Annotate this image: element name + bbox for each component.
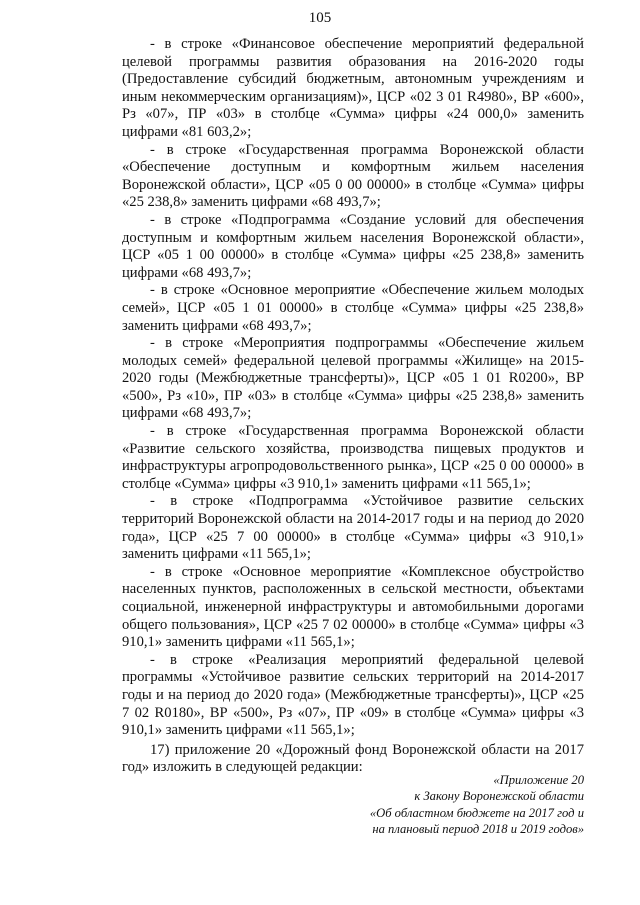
paragraph-amendment: - в строке «Основное мероприятие «Обеспечение жильем молодых семей», ЦСР «05 1 01 00000» в столбце «Сумма» цифры «25 238,8» заменить цифрами «68 493,7»;: [122, 282, 584, 334]
document-body: [122, 36, 584, 777]
appendix-line: «Об областном бюджете на 2017 год и: [369, 805, 584, 820]
paragraph-amendment: - в строке «Финансовое обеспечение мероприятий федеральной целевой программы развития образования на 2016-2020 годы (Предоставление субсидий бюджетным, автономным учреждениям и иным некоммерческим организациям)», ЦСР «02 3 01 R4980», ВР «600», Рз «07», ПР «03» в столбце «Сумма» цифры «24 000,0» заменить цифрами «81 603,2»;: [122, 36, 584, 140]
paragraph-item-17: 17) приложение 20 «Дорожный фонд Воронежской области на 2017 год» изложить в следующей редакции:: [122, 741, 584, 776]
paragraph-amendment: - в строке «Мероприятия подпрограммы «Обеспечение жильем молодых семей» федеральной целевой программы «Жилище» на 2015-2020 годы (Межбюджетные трансферты)», ЦСР «05 1 01 R0200», ВР «500», Рз «10», ПР «03» в столбце «Сумма» цифры «25 238,8» заменить цифрами «68 493,7»;: [122, 335, 584, 422]
page-number: 105: [308, 10, 332, 26]
paragraph-amendment: - в строке «Подпрограмма «Создание условий для обеспечения доступным и комфортным жильем населения Воронежской области», ЦСР «05 1 00 00000» в столбце «Сумма» цифры «25 238,8» заменить цифрами «68 493,7»;: [122, 211, 584, 281]
paragraph-amendment: - в строке «Подпрограмма «Устойчивое развитие сельских территорий Воронежской области на 2014-2017 годы и на период до 2020 года», ЦСР «25 7 00 00000» в столбце «Сумма» цифры «3 910,1» заменить цифрами «11 565,1»;: [122, 493, 584, 563]
appendix-line: к Закону Воронежской области: [414, 789, 584, 804]
appendix-line: на плановый период 2018 и 2019 годов»: [372, 822, 584, 837]
appendix-line: «Приложение 20: [493, 773, 584, 787]
paragraph-amendment: - в строке «Реализация мероприятий федеральной целевой программы «Устойчивое развитие сельских территорий на 2014-2017 годы и на период до 2020 года» (Межбюджетные трансферты)», ЦСР «25 7 02 R0180», ВР «500», Рз «07», ПР «09» в столбце «Сумма» цифры «3 910,1» заменить цифрами «11 565,1»;: [122, 651, 584, 739]
paragraph-amendment: - в строке «Основное мероприятие «Комплексное обустройство населенных пунктов, расположенных в сельской местности, объектами социальной, инженерной инфраструктуры и автомобильными дорогами общего пользования», ЦСР «25 7 02 00000» в столбце «Сумма» цифры «3 910,1» заменить цифрами «11 565,1»;: [122, 563, 584, 651]
appendix-heading: [254, 772, 584, 838]
paragraph-amendment: - в строке «Государственная программа Воронежской области «Обеспечение доступным и комфортным жильем населения Воронежской области», ЦСР «05 0 00 00000» в столбце «Сумма» цифры «25 238,8» заменить цифрами «68 493,7»;: [122, 141, 584, 211]
paragraph-amendment: - в строке «Государственная программа Воронежской области «Развитие сельского хозяйства, производства пищевых продуктов и инфраструктуры агропродовольственного рынка», ЦСР «25 0 00 00000» в столбце «Сумма» цифры «3 910,1» заменить цифрами «11 565,1»;: [122, 423, 584, 492]
